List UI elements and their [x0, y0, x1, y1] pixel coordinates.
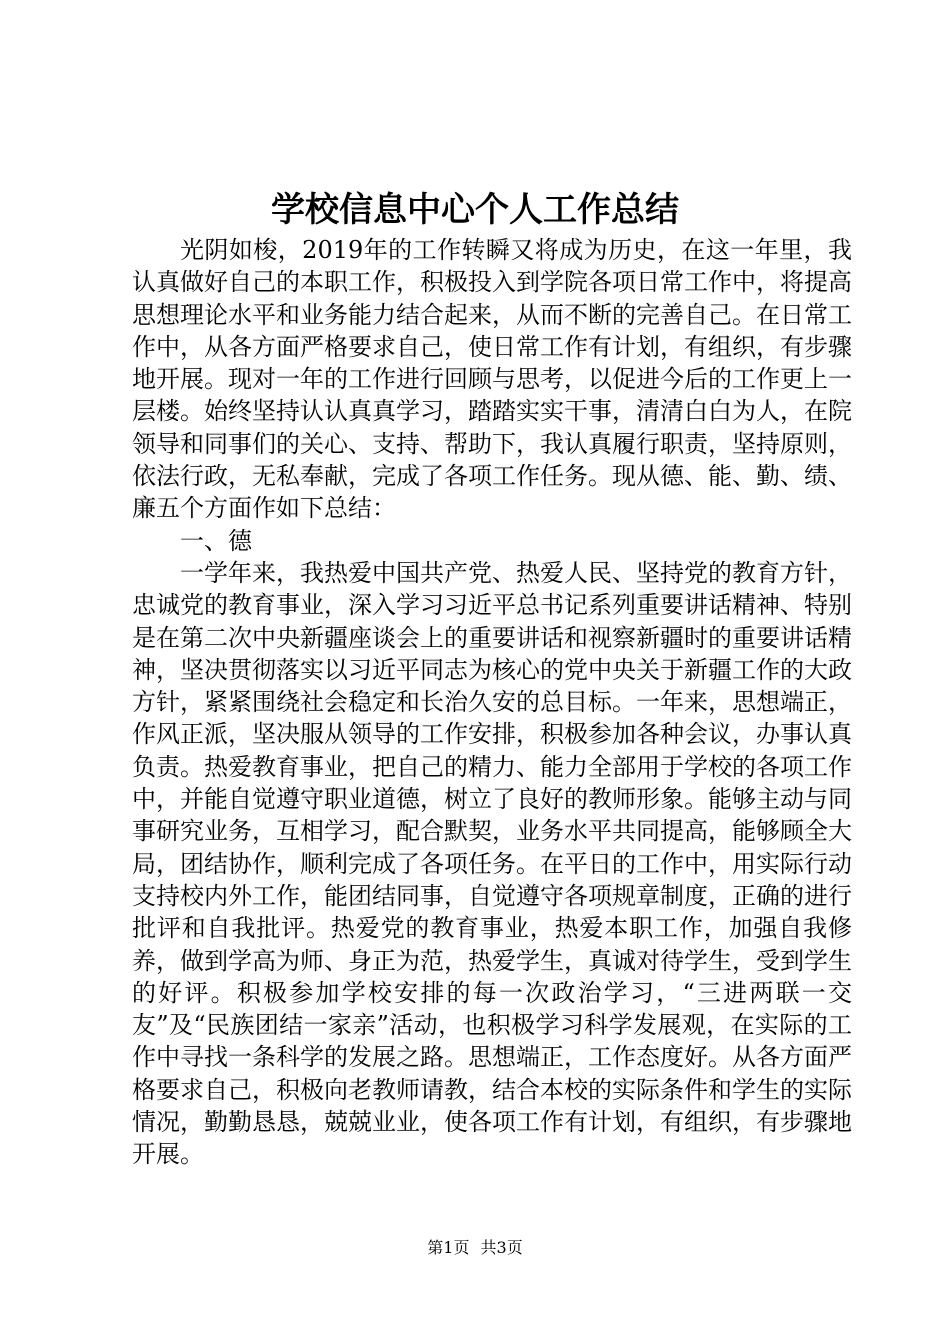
- page-number: 第1页: [427, 1238, 470, 1257]
- document-title: 学校信息中心个人工作总结: [271, 190, 679, 230]
- intro-paragraph: 光阴如梭，2019年的工作转瞬又将成为历史，在这一年里，我认真做好自己的本职工作，积极投入到学院各项日常工作中，将提高思想理论水平和业务能力结合起来，从而不断的完善自己。在日常工作中，从各方面严格要求自己，使日常工作有计划，有组织，有步骤地开展。现对一年的工作进行回顾与思考，以促进今后的工作更上一层楼。始终坚持认认真真学习，踏踏实实干事，清清白白为人，在院领导和同事们的关心、支持、帮助下，我认真履行职责，坚持原则，依法行政，无私奉献，完成了各项工作任务。现从德、能、勤、绩、廉五个方面作如下总结：: [132, 236, 852, 523]
- section-heading-de: 一、德: [180, 526, 252, 555]
- section-de-paragraph: 一学年来，我热爱中国共产党、热爱人民、坚持党的教育方针，忠诚党的教育事业，深入学习习近平总书记系列重要讲话精神、特别是在第二次中央新疆座谈会上的重要讲话和视察新疆时的重要讲话精神，坚决贯彻落实以习近平同志为核心的党中央关于新疆工作的大政方针，紧紧围绕社会稳定和长治久安的总目标。一年来，思想端正，作风正派，坚决服从领导的工作安排，积极参加各种会议，办事认真负责。热爱教育事业，把自己的精力、能力全部用于学校的各项工作中，并能自觉遵守职业道德，树立了良好的教师形象。能够主动与同事研究业务，互相学习，配合默契，业务水平共同提高，能够顾全大局，团结协作，顺利完成了各项任务。在平日的工作中，用实际行动支持校内外工作，能团结同事，自觉遵守各项规章制度，正确的进行批评和自我批评。热爱党的教育事业，热爱本职工作，加强自我修养，做到学高为师、身正为范，热爱学生，真诚对待学生，受到学生的好评。积极参加学校安排的每一次政治学习，“三进两联一交友”及“民族团结一家亲”活动，也积极学习科学发展观，在实际的工作中寻找一条科学的发展之路。思想端正，工作态度好。从各方面严格要求自己，积极向老教师请教，结合本校的实际条件和学生的实际情况，勤勤恳恳，兢兢业业，使各项工作有计划，有组织，有步骤地开展。: [132, 558, 852, 1169]
- document-body: [132, 234, 852, 1171]
- page-footer: [0, 1236, 950, 1260]
- page-total: 共3页: [480, 1238, 523, 1257]
